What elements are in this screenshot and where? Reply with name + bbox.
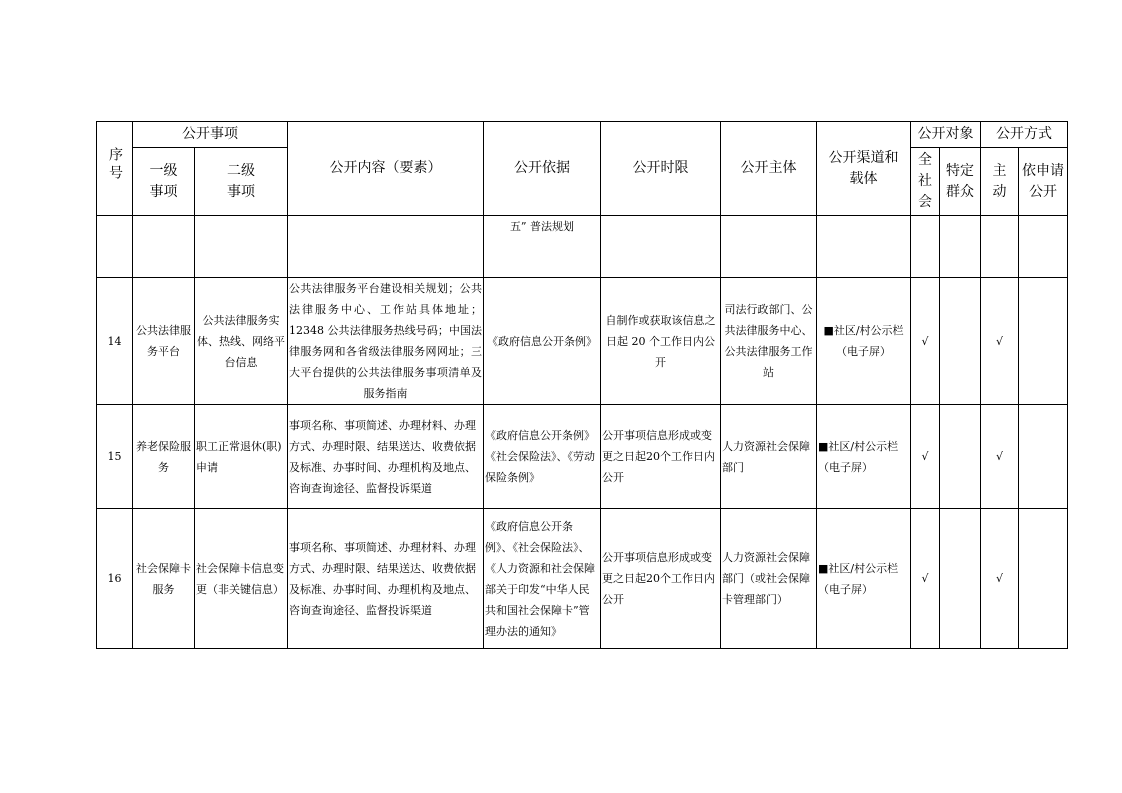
row-level1: 社会保障卡服务: [133, 509, 195, 649]
row-time-limit: 公开事项信息形成或变更之日起20个工作日内公开: [601, 405, 721, 509]
cont-basis: 五” 普法规划: [484, 216, 601, 278]
row-all-mark: √: [911, 278, 940, 405]
header-index: 序号: [107, 147, 123, 183]
header-target-specific: 特定群众: [940, 148, 981, 216]
row-content: 事项名称、事项简述、办理材料、办理方式、办理时限、结果送达、收费依据及标准、办事时间、办理机构及地点、咨询查询途径、监督投诉渠道: [288, 509, 484, 649]
header-items-group: 公开事项: [133, 122, 288, 148]
header-level1: 一级事项: [133, 148, 195, 216]
row-channel: ■社区/村公示栏（电子屏）: [817, 405, 911, 509]
row-number: 16: [97, 509, 133, 649]
header-subject: 公开主体: [721, 122, 817, 216]
table-row: [97, 509, 1068, 649]
header-target-all: 全社会: [911, 148, 940, 216]
row-time-limit: 自制作或获取该信息之日起 20 个工作日内公开: [601, 278, 721, 405]
header-row-1: [97, 122, 1068, 148]
row-all-mark: √: [911, 405, 940, 509]
row-level2: 职工正常退休(职)申请: [195, 405, 288, 509]
cont-level1: [133, 216, 195, 278]
row-number: 15: [97, 405, 133, 509]
row-content: 事项名称、事项简述、办理材料、办理方式、办理时限、结果送达、收费依据及标准、办事时间、办理机构及地点、咨询查询途径、监督投诉渠道: [288, 405, 484, 509]
row-active-mark: √: [981, 509, 1019, 649]
table-row: [97, 405, 1068, 509]
header-target-group: 公开对象: [911, 122, 981, 148]
cont-specific: [940, 216, 981, 278]
cont-level2: [195, 216, 288, 278]
cont-content: [288, 216, 484, 278]
header-time-limit: 公开时限: [601, 122, 721, 216]
row-request-mark: [1019, 278, 1068, 405]
cont-subject: [721, 216, 817, 278]
cont-channel: [817, 216, 911, 278]
row-channel: ■社区/村公示栏（电子屏）: [817, 278, 911, 405]
row-channel: ■社区/村公示栏（电子屏）: [817, 509, 911, 649]
row-basis: 《政府信息公开条例》、《社会保险法》、《人力资源和社会保障部关于印发“中华人民共和国社会保障卡”管理办法的通知》: [484, 509, 601, 649]
row-subject: 人力资源社会保障部门: [721, 405, 817, 509]
cont-all: [911, 216, 940, 278]
continuation-row: [97, 216, 1068, 278]
row-basis: 《政府信息公开条例》《社会保险法》、《劳动保险条例》: [484, 405, 601, 509]
disclosure-table: [96, 121, 1068, 649]
header-channel: 公开渠道和载体: [817, 122, 911, 216]
row-request-mark: [1019, 405, 1068, 509]
row-subject: 司法行政部门、公共法律服务中心、公共法律服务工作站: [721, 278, 817, 405]
header-level2: 二级事项: [195, 148, 288, 216]
header-method-group: 公开方式: [981, 122, 1068, 148]
row-content: 公共法律服务平台建设相关规划；公共法律服务中心、工作站具体地址；12348 公共法律服务热线号码；中国法律服务网和各省级法律服务网网址；三大平台提供的公共法律服务事项清单及服务指南: [288, 278, 484, 405]
header-method-request: 依申请公开: [1019, 148, 1068, 216]
row-number: 14: [97, 278, 133, 405]
header-index-cell: [97, 122, 133, 216]
row-time-limit: 公开事项信息形成或变更之日起20个工作日内公开: [601, 509, 721, 649]
row-level2: 公共法律服务实体、热线、网络平台信息: [195, 278, 288, 405]
row-active-mark: √: [981, 278, 1019, 405]
header-content: 公开内容（要素）: [288, 122, 484, 216]
row-all-mark: √: [911, 509, 940, 649]
header-basis: 公开依据: [484, 122, 601, 216]
row-level2: 社会保障卡信息变更（非关键信息）: [195, 509, 288, 649]
header-method-active: 主动: [981, 148, 1019, 216]
row-subject: 人力资源社会保障部门（或社会保障卡管理部门）: [721, 509, 817, 649]
row-level1: 公共法律服务平台: [133, 278, 195, 405]
row-specific-mark: [940, 509, 981, 649]
cont-active: [981, 216, 1019, 278]
row-active-mark: √: [981, 405, 1019, 509]
row-specific-mark: [940, 278, 981, 405]
row-basis: 《政府信息公开条例》: [484, 278, 601, 405]
row-specific-mark: [940, 405, 981, 509]
table-row: [97, 278, 1068, 405]
cont-request: [1019, 216, 1068, 278]
cont-num: [97, 216, 133, 278]
row-level1: 养老保险服务: [133, 405, 195, 509]
row-request-mark: [1019, 509, 1068, 649]
cont-time-limit: [601, 216, 721, 278]
